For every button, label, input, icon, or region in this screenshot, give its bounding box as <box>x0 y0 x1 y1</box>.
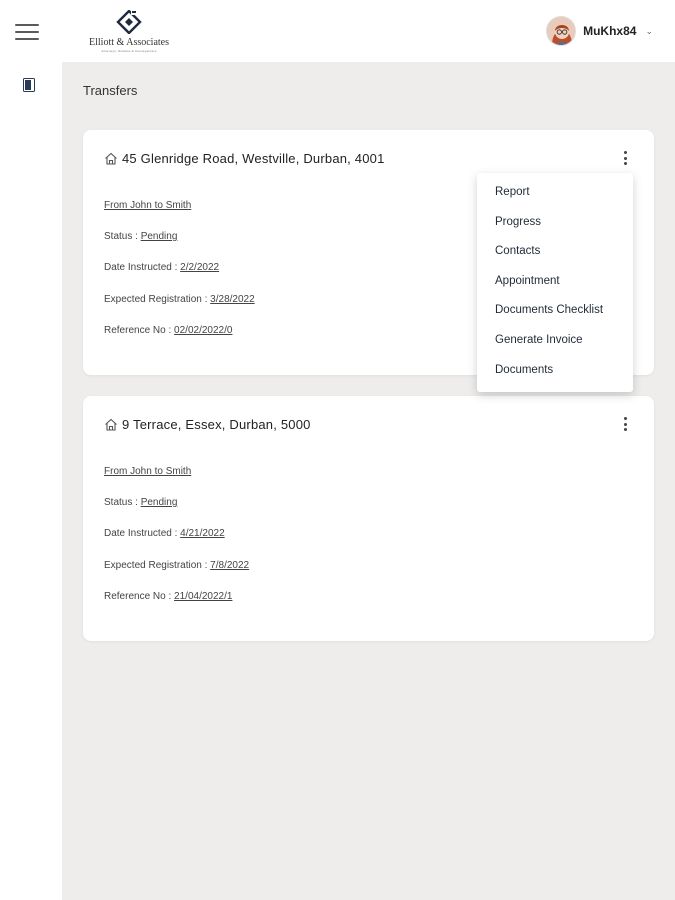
date-instructed-value[interactable]: 2/2/2022 <box>180 262 220 273</box>
menu-item-report[interactable]: Report <box>495 186 530 198</box>
parties-value[interactable]: From John to Smith <box>104 200 192 211</box>
parties-link[interactable] <box>104 466 191 477</box>
document-icon[interactable] <box>23 78 35 92</box>
logo-subtext: Attorneys, Notaries & Conveyancers <box>101 49 157 53</box>
reference-row <box>104 325 232 336</box>
reference-label: Reference No : <box>104 591 175 602</box>
status-value[interactable]: Pending <box>140 231 178 242</box>
menu-item-progress[interactable]: Progress <box>495 215 542 228</box>
date-instructed-row <box>104 528 225 539</box>
reference-row <box>104 591 232 602</box>
card-actions-menu <box>477 173 633 392</box>
parties-link[interactable] <box>104 200 191 211</box>
home-icon <box>104 418 118 431</box>
date-instructed-row <box>104 262 219 273</box>
date-instructed-value[interactable]: 4/21/2022 <box>180 528 225 539</box>
side-rail <box>0 0 62 900</box>
date-instructed-label: Date Instructed : <box>104 528 181 539</box>
logo-mark-icon <box>116 10 142 34</box>
expected-registration-row <box>104 294 255 305</box>
parties-value[interactable]: From John to Smith <box>104 466 192 477</box>
expected-registration-value[interactable]: 3/28/2022 <box>210 294 255 305</box>
menu-item-documents-checklist[interactable]: Documents Checklist <box>495 304 604 317</box>
status-label: Status : <box>104 497 141 508</box>
more-vertical-icon[interactable] <box>620 150 630 166</box>
card-header <box>104 151 385 166</box>
date-instructed-label: Date Instructed : <box>104 262 181 273</box>
more-vertical-icon[interactable] <box>620 416 630 432</box>
page-title: Transfers <box>83 83 138 98</box>
expected-registration-row <box>104 560 249 571</box>
top-header <box>62 0 675 62</box>
home-icon <box>104 152 118 165</box>
avatar[interactable] <box>546 16 576 46</box>
expected-registration-label: Expected Registration : <box>104 560 211 571</box>
reference-label: Reference No : <box>104 325 175 336</box>
username[interactable]: MuKhx84 <box>583 24 637 38</box>
expected-registration-value[interactable]: 7/8/2022 <box>210 560 250 571</box>
transfer-card <box>83 396 654 641</box>
reference-value[interactable]: 02/02/2022/0 <box>174 325 233 336</box>
company-logo[interactable] <box>84 10 174 58</box>
user-menu[interactable] <box>546 16 653 46</box>
menu-item-generate-invoice[interactable]: Generate Invoice <box>495 333 583 346</box>
menu-item-appointment[interactable]: Appointment <box>495 274 560 287</box>
status-row <box>104 231 177 242</box>
status-label: Status : <box>104 231 141 242</box>
menu-item-documents[interactable]: Documents <box>495 363 554 376</box>
property-address: 45 Glenridge Road, Westville, Durban, 4001 <box>122 151 385 166</box>
card-header <box>104 417 311 432</box>
expected-registration-label: Expected Registration : <box>104 294 211 305</box>
status-row <box>104 497 177 508</box>
chevron-down-icon[interactable]: ⌄ <box>645 25 653 36</box>
status-value[interactable]: Pending <box>140 497 178 508</box>
property-address: 9 Terrace, Essex, Durban, 5000 <box>122 417 311 432</box>
menu-item-contacts[interactable]: Contacts <box>495 245 541 258</box>
reference-value[interactable]: 21/04/2022/1 <box>174 591 233 602</box>
menu-icon[interactable] <box>15 24 39 42</box>
logo-text: Elliott & Associates <box>89 37 169 48</box>
